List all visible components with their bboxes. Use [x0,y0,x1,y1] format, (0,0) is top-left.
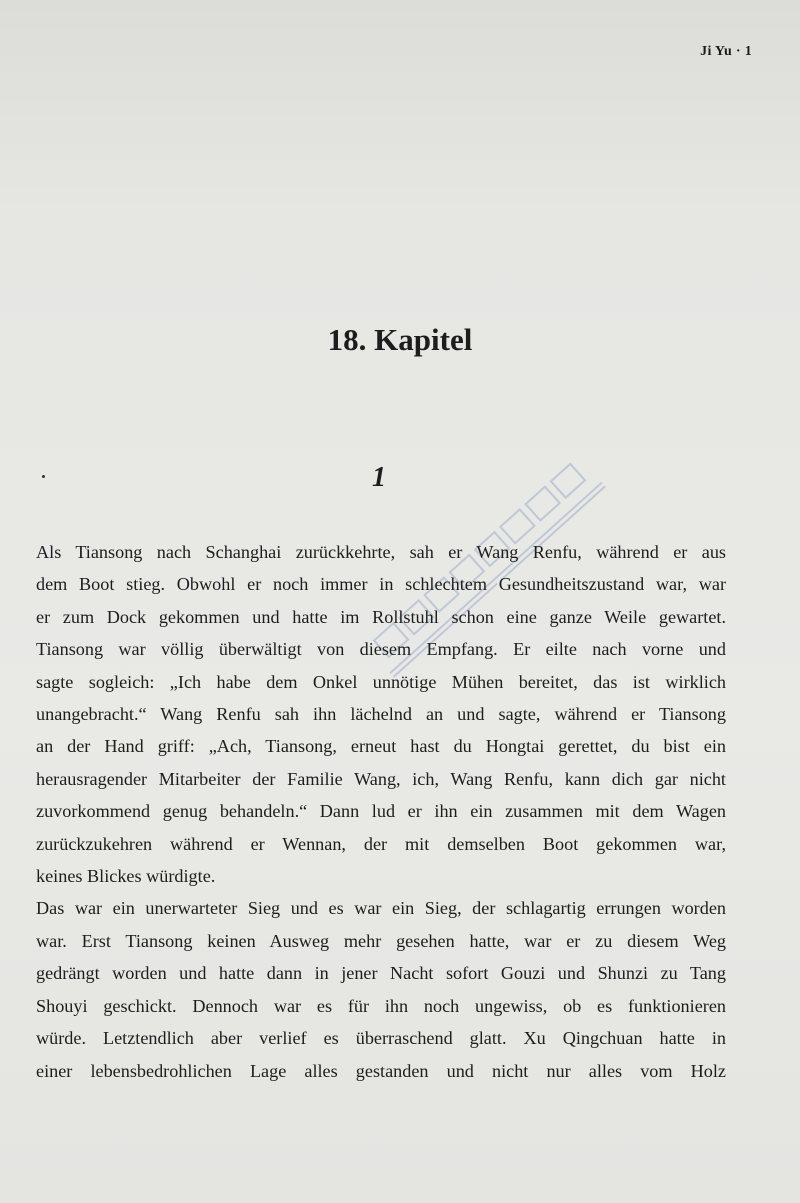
text-line: herausragender Mitarbeiter der Familie Wang, ich, Wang Renfu, kann dich gar nicht [36,768,726,789]
text-line: zuvorkommend genug behandeln.“ Dann lud er ihn ein zusammen mit dem Wagen [36,801,726,822]
text-line: würde. Letztendlich aber verlief es überraschend glatt. Xu Qingchuan hatte in [36,1028,726,1049]
text-line: an der Hand griff: „Ach, Tiansong, erneut hast du Hongtai gerettet, du bist ein [36,736,726,757]
text-line: war. Erst Tiansong keinen Ausweg mehr gesehen hatte, war er zu diesem Weg [36,930,726,951]
text-line: keines Blickes würdigte. [36,866,216,887]
chapter-title: 18. Kapitel [327,322,473,357]
text-line: einer lebensbedrohlichen Lage alles gestanden und nicht nur alles vom Holz [36,1060,726,1081]
text-line: er zum Dock gekommen und hatte im Rollstuhl schon eine ganze Weile gewartet. [36,606,726,627]
text-line: Shouyi geschickt. Dennoch war es für ihn noch ungewiss, ob es funktionieren [36,995,726,1016]
section-number: 1 [372,462,386,493]
text-line: dem Boot stieg. Obwohl er noch immer in schlechtem Gesundheitszustand war, war [36,574,726,595]
text-line: Als Tiansong nach Schanghai zurückkehrte, sah er Wang Renfu, während er aus [36,542,726,562]
text-line: sagte sogleich: „Ich habe dem Onkel unnötige Mühen bereitet, das ist wirklich [36,671,726,692]
running-head: Ji Yu · 1 [700,44,752,59]
text-line: unangebracht.“ Wang Renfu sah ihn lächelnd an und sagte, während er Tiansong [36,704,726,725]
text-line: zurückzukehren während er Wennan, der mit demselben Boot gekommen war, [36,833,726,854]
text-line: Tiansong war völlig überwältigt von diesem Empfang. Er eilte nach vorne und [36,639,726,660]
text-line: gedrängt worden und hatte dann in jener Nacht sofort Gouzi und Shunzi zu Tang [36,963,726,984]
text-line: Das war ein unerwarteter Sieg und es war ein Sieg, der schlagartig errungen worden [36,898,726,919]
body-text [36,536,726,1087]
